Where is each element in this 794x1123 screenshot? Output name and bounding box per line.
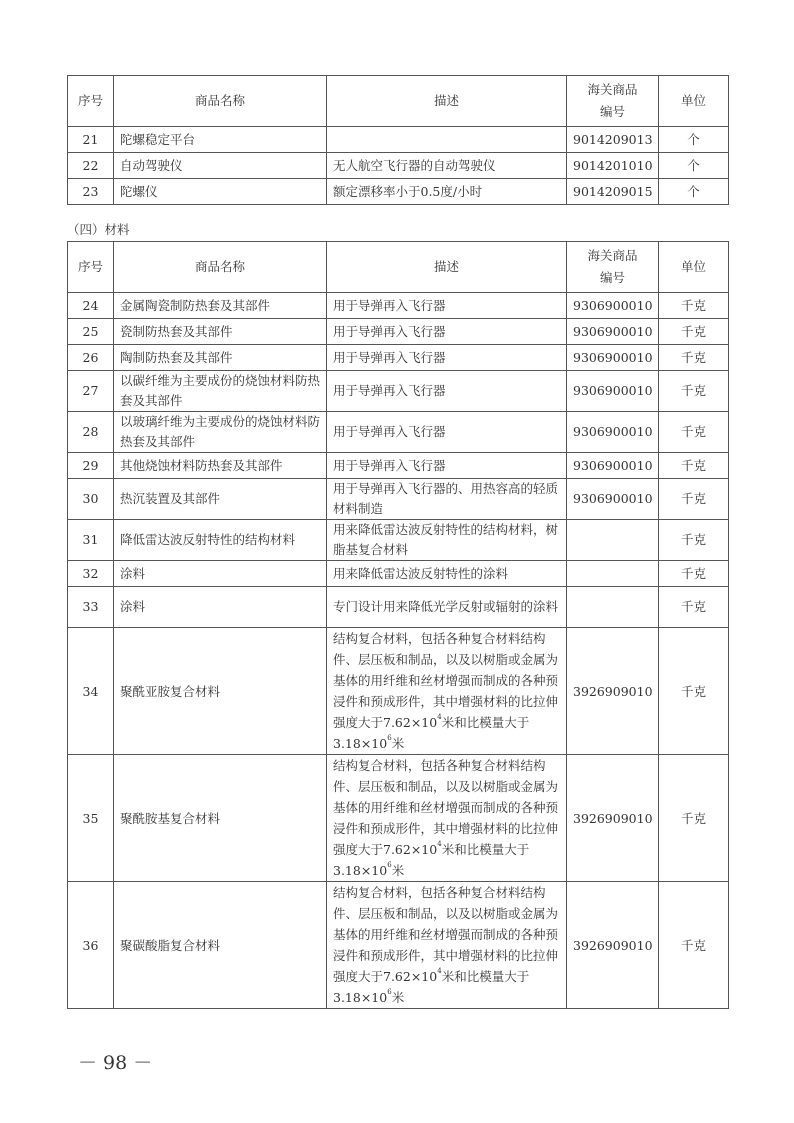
exponent: 4 — [437, 713, 442, 721]
cell-code: 9306900010 — [567, 412, 659, 453]
cell-desc: 专门设计用来降低光学反射或辐射的涂料 — [327, 587, 567, 628]
cell-name: 以碳纤维为主要成份的烧蚀材料防热套及其部件 — [114, 371, 327, 412]
header-code-line1: 海关商品 — [587, 82, 638, 97]
table-row — [68, 127, 729, 153]
cell-code — [567, 587, 659, 628]
cell-name: 陀螺仪 — [114, 179, 327, 205]
desc-text: 米和比模量大于3.18×10 — [333, 842, 530, 878]
table-row — [68, 453, 729, 479]
table-header-row — [68, 242, 729, 293]
cell-unit: 个 — [659, 153, 729, 179]
cell-desc — [327, 628, 567, 755]
cell-unit: 千克 — [659, 412, 729, 453]
cell-name: 降低雷达波反射特性的结构材料 — [114, 520, 327, 561]
cell-name: 瓷制防热套及其部件 — [114, 319, 327, 345]
table-row — [68, 628, 729, 755]
goods-table-instruments — [67, 75, 729, 205]
table-header-row — [68, 76, 729, 127]
cell-desc: 用于导弹再入飞行器 — [327, 412, 567, 453]
cell-desc: 用于导弹再入飞行器 — [327, 319, 567, 345]
cell-code: 9306900010 — [567, 371, 659, 412]
cell-desc: 用来降低雷达波反射特性的结构材料，树脂基复合材料 — [327, 520, 567, 561]
cell-seq: 34 — [68, 628, 114, 755]
cell-desc: 用于导弹再入飞行器的、用热容高的轻质材料制造 — [327, 479, 567, 520]
cell-seq: 32 — [68, 561, 114, 587]
cell-code: 3926909010 — [567, 755, 659, 882]
header-seq: 序号 — [68, 242, 114, 293]
cell-name: 陀螺稳定平台 — [114, 127, 327, 153]
cell-unit: 千克 — [659, 293, 729, 319]
cell-seq: 26 — [68, 345, 114, 371]
table-row — [68, 755, 729, 882]
cell-seq: 29 — [68, 453, 114, 479]
header-code-line2: 编号 — [599, 270, 625, 285]
section-title: （四）材料 — [67, 222, 130, 237]
table-row — [68, 587, 729, 628]
desc-text: 米 — [391, 736, 405, 751]
table-row — [68, 293, 729, 319]
table-row — [68, 520, 729, 561]
table-row — [68, 319, 729, 345]
cell-seq: 31 — [68, 520, 114, 561]
cell-name: 陶制防热套及其部件 — [114, 345, 327, 371]
cell-unit: 千克 — [659, 520, 729, 561]
table-row — [68, 179, 729, 205]
cell-name: 金属陶瓷制防热套及其部件 — [114, 293, 327, 319]
cell-code: 9014201010 — [567, 153, 659, 179]
cell-desc — [327, 882, 567, 1009]
cell-seq: 30 — [68, 479, 114, 520]
cell-seq: 22 — [68, 153, 114, 179]
cell-unit: 千克 — [659, 479, 729, 520]
goods-table-materials — [67, 241, 729, 1009]
cell-desc: 用于导弹再入飞行器 — [327, 345, 567, 371]
cell-code: 9306900010 — [567, 345, 659, 371]
header-desc: 描述 — [327, 242, 567, 293]
cell-unit: 千克 — [659, 587, 729, 628]
cell-code: 9014209013 — [567, 127, 659, 153]
cell-name: 自动驾驶仪 — [114, 153, 327, 179]
exponent: 4 — [437, 840, 442, 848]
cell-desc: 用于导弹再入飞行器 — [327, 371, 567, 412]
table-row — [68, 371, 729, 412]
page-number: － 98 － — [78, 1052, 153, 1074]
cell-seq: 25 — [68, 319, 114, 345]
cell-code — [567, 520, 659, 561]
exponent: 6 — [387, 861, 392, 869]
desc-text: 结构复合材料，包括各种复合材料结构件、层压板和制品，以及以树脂或金属为基体的用纤维和丝材增强而制成的各种预浸件和预成形件，其中增强材料的比拉伸强度大于7.62×10 — [333, 885, 559, 984]
desc-text: 米和比模量大于3.18×10 — [333, 969, 530, 1005]
cell-desc: 用来降低雷达波反射特性的涂料 — [327, 561, 567, 587]
cell-code: 3926909010 — [567, 628, 659, 755]
cell-unit: 千克 — [659, 755, 729, 882]
cell-desc — [327, 127, 567, 153]
header-code — [567, 76, 659, 127]
cell-seq: 36 — [68, 882, 114, 1009]
desc-text: 米 — [391, 990, 405, 1005]
desc-text: 结构复合材料，包括各种复合材料结构件、层压板和制品，以及以树脂或金属为基体的用纤维和丝材增强而制成的各种预浸件和预成形件，其中增强材料的比拉伸强度大于7.62×10 — [333, 631, 559, 730]
exponent: 6 — [387, 988, 392, 996]
cell-desc: 用于导弹再入飞行器 — [327, 293, 567, 319]
cell-seq: 21 — [68, 127, 114, 153]
desc-text: 米和比模量大于3.18×10 — [333, 715, 530, 751]
table-row — [68, 479, 729, 520]
cell-name: 以玻璃纤维为主要成份的烧蚀材料防热套及其部件 — [114, 412, 327, 453]
cell-seq: 35 — [68, 755, 114, 882]
header-seq: 序号 — [68, 76, 114, 127]
cell-seq: 24 — [68, 293, 114, 319]
header-name: 商品名称 — [114, 76, 327, 127]
cell-seq: 33 — [68, 587, 114, 628]
cell-seq: 23 — [68, 179, 114, 205]
header-unit: 单位 — [659, 242, 729, 293]
cell-name: 热沉装置及其部件 — [114, 479, 327, 520]
header-code-line2: 编号 — [599, 104, 625, 119]
cell-unit: 个 — [659, 127, 729, 153]
cell-code — [567, 561, 659, 587]
cell-name: 聚酰胺基复合材料 — [114, 755, 327, 882]
cell-seq: 27 — [68, 371, 114, 412]
table-row — [68, 153, 729, 179]
table-row — [68, 412, 729, 453]
cell-code: 9014209015 — [567, 179, 659, 205]
header-unit: 单位 — [659, 76, 729, 127]
header-desc: 描述 — [327, 76, 567, 127]
cell-desc: 无人航空飞行器的自动驾驶仪 — [327, 153, 567, 179]
header-code-line1: 海关商品 — [587, 248, 638, 263]
cell-name: 涂料 — [114, 587, 327, 628]
cell-desc: 用于导弹再入飞行器 — [327, 453, 567, 479]
cell-code: 9306900010 — [567, 293, 659, 319]
cell-name: 聚碳酸脂复合材料 — [114, 882, 327, 1009]
table-row — [68, 561, 729, 587]
cell-code: 9306900010 — [567, 319, 659, 345]
cell-desc — [327, 755, 567, 882]
header-name: 商品名称 — [114, 242, 327, 293]
table-row — [68, 345, 729, 371]
desc-text: 米 — [391, 863, 405, 878]
cell-code: 9306900010 — [567, 479, 659, 520]
cell-unit: 千克 — [659, 371, 729, 412]
cell-unit: 千克 — [659, 561, 729, 587]
cell-code: 9306900010 — [567, 453, 659, 479]
cell-name: 其他烧蚀材料防热套及其部件 — [114, 453, 327, 479]
cell-name: 涂料 — [114, 561, 327, 587]
header-code — [567, 242, 659, 293]
cell-name: 聚酰亚胺复合材料 — [114, 628, 327, 755]
cell-code: 3926909010 — [567, 882, 659, 1009]
table-row — [68, 882, 729, 1009]
exponent: 6 — [387, 734, 392, 742]
cell-unit: 千克 — [659, 319, 729, 345]
cell-unit: 千克 — [659, 345, 729, 371]
cell-desc: 额定漂移率小于0.5度/小时 — [327, 179, 567, 205]
cell-seq: 28 — [68, 412, 114, 453]
cell-unit: 千克 — [659, 453, 729, 479]
desc-text: 结构复合材料，包括各种复合材料结构件、层压板和制品，以及以树脂或金属为基体的用纤维和丝材增强而制成的各种预浸件和预成形件，其中增强材料的比拉伸强度大于7.62×10 — [333, 758, 559, 857]
cell-unit: 千克 — [659, 882, 729, 1009]
cell-unit: 千克 — [659, 628, 729, 755]
exponent: 4 — [437, 967, 442, 975]
cell-unit: 个 — [659, 179, 729, 205]
